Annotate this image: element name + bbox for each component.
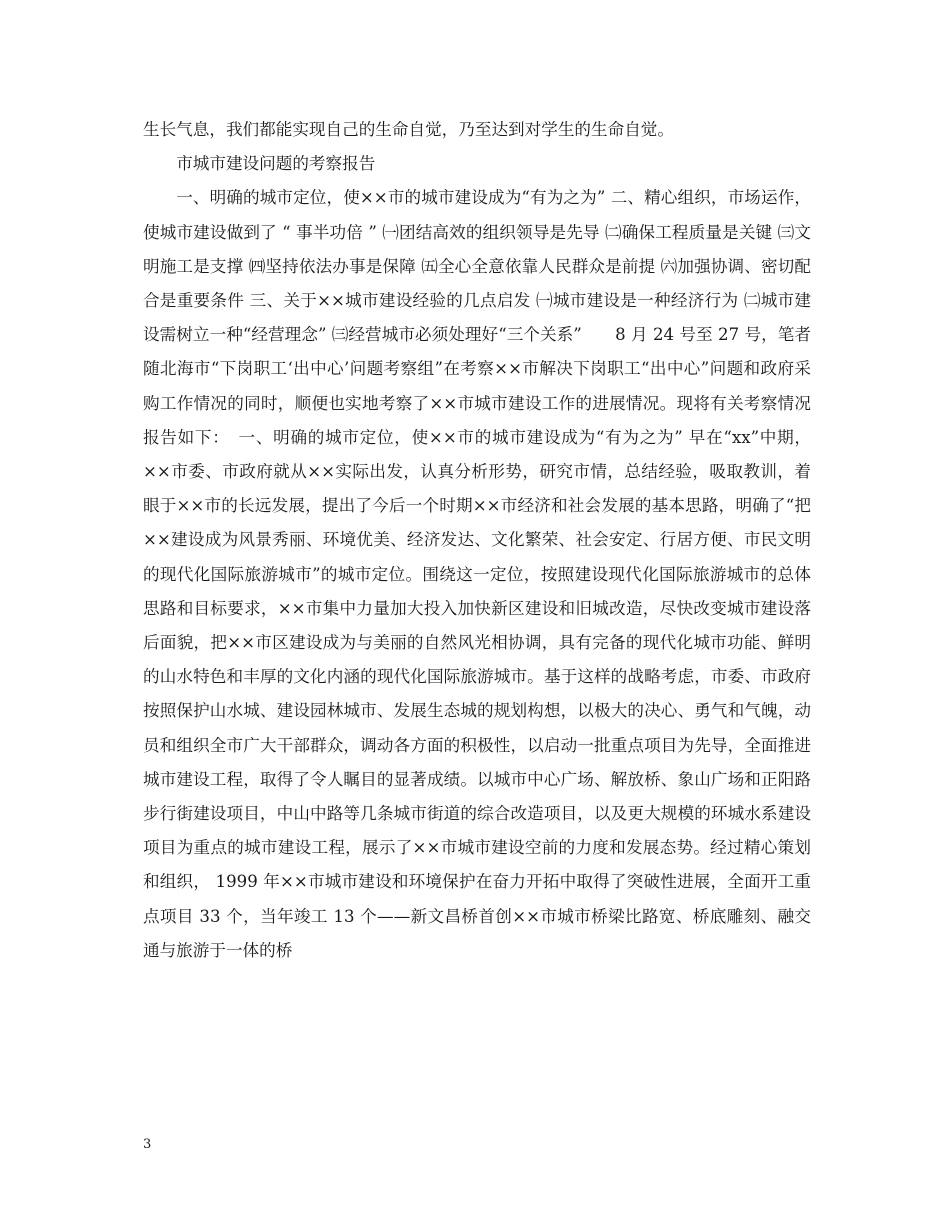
document-body: [143, 113, 811, 968]
report-title: 市城市建设问题的考察报告: [176, 154, 376, 174]
paragraph-continuation: 生长气息，我们都能实现自己的生命自觉，乃至达到对学生的生命自觉。: [143, 120, 674, 139]
page-number: 3: [143, 1137, 152, 1152]
report-body-paragraph: 一、明确的城市定位，使××市的城市建设成为“有为之为” 二、精心组织，市场运作，使城市建设做到了 “ 事半功倍 ” ㈠团结高效的组织领导是先导 ㈡确保工程质量是关键 ㈢文明施工是支撑 ㈣坚持依法办事是保障 ㈤全心全意依靠人民群众是前提 ㈥加强协调、密切配合是重要条件 三、关于××城市建设经验的几点启发 ㈠城市建设是一种经济行为 ㈡城市建设需树立一种“经营理念” ㈢经营城市必须处理好“三个关系” 8 月 24 号至 27 号，笔者随北海市“下岗职工‘出中心’问题考察组”在考察××市解决下岗职工“出中心”问题和政府采购工作情况的同时，顺便也实地考察了××市城市建设工作的进展情况。现将有关考察情况报告如下： 一、明确的城市定位，使××市的城市建设成为“有为之为” 早在“xx”中期，××市委、市政府就从××实际出发，认真分析形势，研究市情，总结经验，吸取教训，着眼于××市的长远发展，提出了今后一个时期××市经济和社会发展的基本思路，明确了“把××建设成为风景秀丽、环境优美、经济发达、文化繁荣、社会安定、行居方便、市民文明的现代化国际旅游城市”的城市定位。围绕这一定位，按照建设现代化国际旅游城市的总体思路和目标要求，××市集中力量加大投入加快新区建设和旧城改造，尽快改变城市建设落后面貌，把××市区建设成为与美丽的自然风光相协调，具有完备的现代化城市功能、鲜明的山水特色和丰厚的文化内涵的现代化国际旅游城市。基于这样的战略考虑，市委、市政府按照保护山水城、建设园林城市、发展生态城的规划构想，以极大的决心、勇气和气魄，动员和组织全市广大干部群众，调动各方面的积极性，以启动一批重点项目为先导，全面推进城市建设工程，取得了令人瞩目的显著成绩。以城市中心广场、解放桥、象山广场和正阳路步行街建设项目，中山中路等几条城市街道的综合改造项目，以及更大规模的环城水系建设项目为重点的城市建设工程，展示了××市城市建设空前的力度和发展态势。经过精心策划和组织， 1999 年××市城市建设和环境保护在奋力开拓中取得了突破性进展，全面开工重点项目 33 个，当年竣工 13 个——新文昌桥首创××市城市桥梁比路宽、桥底雕刻、融交通与旅游于一体的桥: [143, 188, 811, 960]
